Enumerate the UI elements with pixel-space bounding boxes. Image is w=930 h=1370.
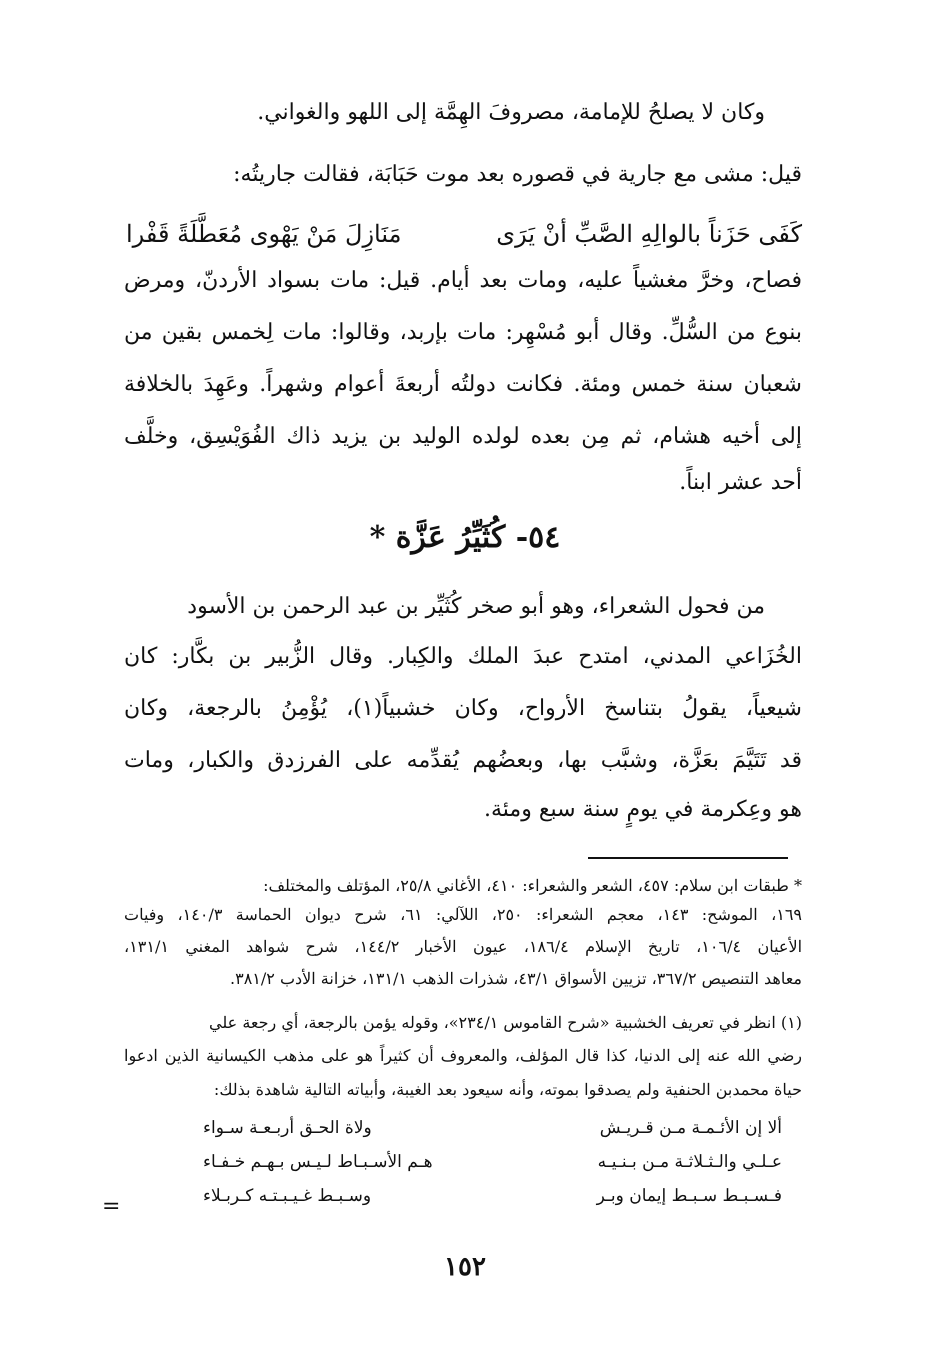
text-line: شعبان سنة خمس ومئة. فكانت دولتُه أربعةَ أعوام وشهراً. وعَهِدَ بالخلافة [124,372,802,397]
page-number: ١٥٢ [444,1252,486,1282]
section-heading: ٥٤- كُثَيِّرُ عَزَّة * [369,520,561,555]
verse-hemistich-2: مَنَازِلَ مَنْ يَهْوى مُعَطَّلَةً قَفْرا [126,220,402,248]
footnote-line: حياة محمدبن الحنفية ولم يصدقوا بموته، وأنه سيعود بعد الغيبة، وأبياته التالية شاهدة بذلك: [213,1080,802,1099]
text-line: أحد عشر ابناً. [679,470,802,495]
continuation-mark: = [102,1194,121,1219]
footnote-separator [588,857,788,859]
text-line: شيعياً، يقولُ بتناسخ الأرواح، وكان خشبياً(١)، يُؤْمِنُ بالرجعة، وكان [124,696,802,721]
text-line: الخُزَاعي المدني، امتدح عبدَ الملك والكِبار. وقال الزُّبير بن بكَّار: كان [124,644,802,669]
footnote-verse-hemistich: وسـبـط غـيـبـتـه كـربـلاء [203,1186,372,1206]
text-line: قد تَتَيَّمَ بعَزَّة، وشبَّب بها، وبعضُهم يُقدِّمه على الفرزدق والكبار، ومات [124,748,802,773]
footnote-line: رضي الله عنه إلى الدنيا، كذا قال المؤلف، والمعروف أن كثيراً هو على مذهب الكيسانية الذين ادعوا [124,1046,802,1065]
footnote-verse-hemistich: هـم الأسـبـاط لـيـس بـهـم خـفـاء [203,1152,433,1172]
footnote-verse-hemistich: ولاة الحـق أربـعـة سـواء [203,1118,372,1138]
verse-hemistich-1: كَفَى حَزَناً بالوالِهِ الصَّبِّ أنْ يَرَى [496,220,802,248]
footnote-line: * طبقات ابن سلام: ٤٥٧، الشعر والشعراء: ٤١٠، الأغاني ٢٥/٨، المؤتلف والمختلف: [263,876,802,895]
footnote-line: معاهد التنصيص ٣٦٧/٢، تزيين الأسواق ٤٣/١، شذرات الذهب ١٣١/١، خزانة الأدب ٣٨١/٢. [230,969,802,988]
text-line: هو وعِكرمة في يومٍ سنة سبع ومئة. [484,797,802,822]
footnote-verse-hemistich: عـلـي والـثـلاثـة مـن بـنـيـه [597,1152,782,1172]
footnote-line: الأعيان ١٠٦/٤، تاريخ الإسلام ١٨٦/٤، عيون الأخبار ١٤٤/٢، شرح شواهد المغني ١٣١/١، [124,937,803,956]
footnote-verse-hemistich: فـسـبـط سـبـط إيمان وبـر [596,1186,782,1206]
footnote-line: ١٦٩، الموشح: ١٤٣، معجم الشعراء: ٢٥٠، اللآلي: ٦١، شرح ديوان الحماسة ١٤٠/٣، وفيات [124,905,803,924]
text-line: قيل: مشى مع جارية في قصوره بعد موت حَبَابَة، فقالت جاريتُه: [233,162,802,187]
footnote-verse-hemistich: ألا إن الأئـمـة مـن قـريـش [599,1118,782,1138]
text-line: إلى أخيه هشام، ثم مِن بعده لولده الوليد بن يزيد ذاك الفُوَيْسِق، وخلَّف [124,424,802,449]
text-line: بنوع من السُّلِّ. وقال أبو مُسْهِر: مات بإربد، وقالوا: مات لِخمس بقين من [124,320,802,345]
footnote-line: (١) انظر في تعريف الخشبية «شرح القاموس ٢٣٤/١»، وقوله يؤمن بالرجعة، أي رجعة علي [209,1013,802,1032]
text-line: فصاح، وخرَّ مغشياً عليه، ومات بعد أيام. قيل: مات بسواد الأردنّ، ومرض [124,268,802,293]
text-line: من فحول الشعراء، وهو أبو صخر كُثَيِّر بن عبد الرحمن بن الأسود [187,594,765,619]
text-line: وكان لا يصلحُ للإمامة، مصروفَ الهِمَّة إلى اللهو والغواني. [257,100,765,125]
